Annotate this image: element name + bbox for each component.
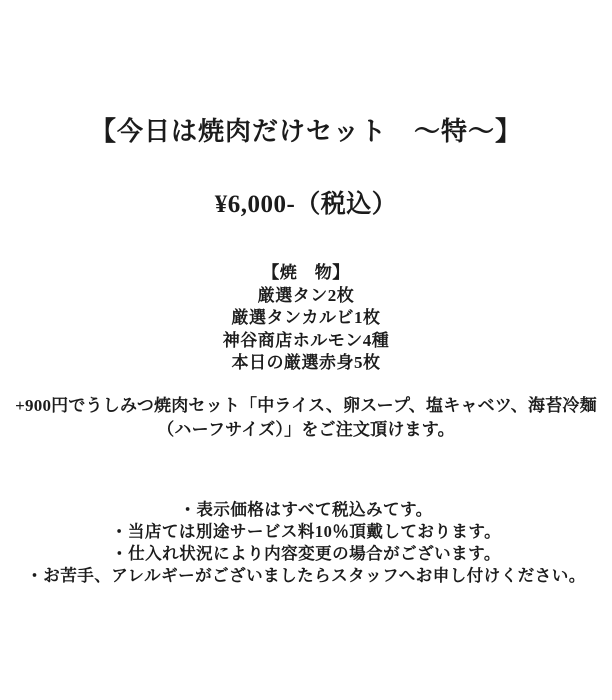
- menu-price: ¥6,000-（税込）: [214, 191, 398, 218]
- upgrade-option-line2: （ハーフサイズ）」をご注文頂けます。: [157, 419, 455, 439]
- menu-title: 【今日は焼肉だけセット ～特～】: [89, 117, 522, 146]
- menu-item-horumon: 神谷商店ホルモン4種: [222, 330, 390, 350]
- menu-item-akami: 本日の厳選赤身5枚: [231, 353, 381, 372]
- menu-item-tan: 厳選タン2枚: [257, 285, 355, 305]
- upgrade-option-line1: +900円でうしみつ焼肉セット「中ライス、卵スープ、塩キャベツ、海苔冷麺: [15, 395, 597, 415]
- note-content-change: ・仕入れ状況により内容変更の場合がございます。: [111, 544, 501, 564]
- footer-notes: [0, 499, 612, 588]
- note-allergy: ・お苦手、アレルギーがございましたらスタッフへお申し付けください。: [26, 566, 586, 586]
- note-tax-included: ・表示価格はすべて税込みてす。: [179, 499, 433, 519]
- upgrade-option-note: [0, 394, 612, 442]
- yakimono-section: [0, 262, 612, 375]
- menu-item-tan-kalbi: 厳選タンカルビ1枚: [231, 308, 381, 327]
- note-service-charge: ・当店ては別途サービス料10％頂戴しております。: [110, 521, 502, 541]
- section-header: 【焼 物】: [262, 263, 350, 282]
